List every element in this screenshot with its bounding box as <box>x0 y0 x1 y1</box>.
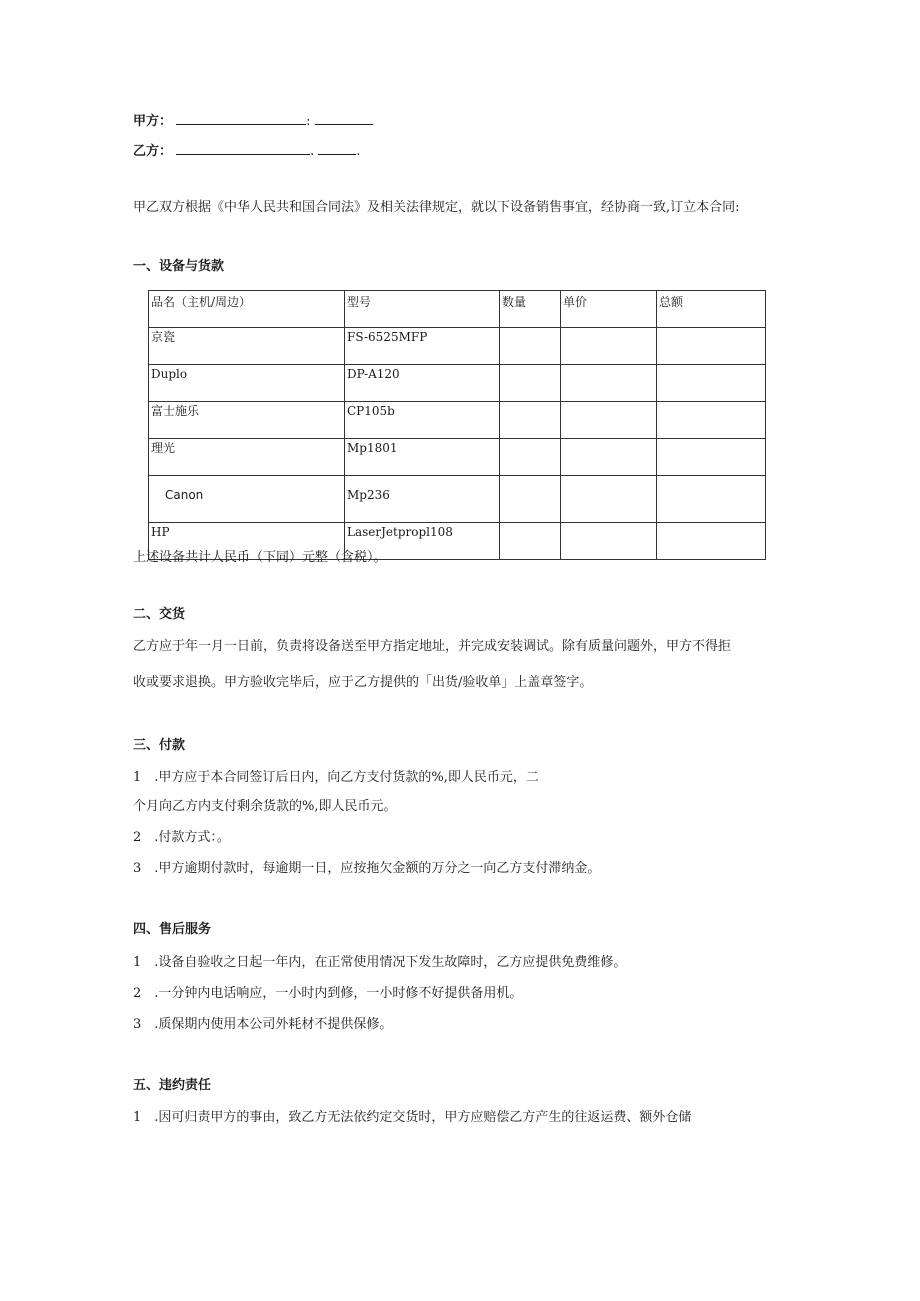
table-row <box>149 439 766 476</box>
cell-quantity[interactable] <box>500 439 561 476</box>
party-b-sep: . <box>310 144 315 159</box>
cell-model: DP-A120 <box>345 365 500 402</box>
cell-name: 理光 <box>149 439 345 476</box>
cell-unit-price[interactable] <box>561 439 657 476</box>
cell-quantity[interactable] <box>500 476 561 523</box>
cell-total[interactable] <box>657 402 766 439</box>
cell-unit-price[interactable] <box>561 328 657 365</box>
header-unit-price: 单价 <box>561 291 657 328</box>
table-row <box>149 365 766 402</box>
section5-title: 五、违约责任 <box>133 1078 212 1093</box>
header-model: 型号 <box>345 291 500 328</box>
breach-item-1: 1 .因可归责甲方的事由，致乙方无法依约定交货时，甲方应赔偿乙方产生的往返运费、额外仓储 <box>133 1110 692 1125</box>
party-b-label: 乙方： <box>133 144 173 159</box>
cell-model: Mp236 <box>345 476 500 523</box>
party-b-sep-end: . <box>356 144 361 159</box>
header-name: 品名（主机/周边） <box>149 291 345 328</box>
cell-quantity[interactable] <box>500 328 561 365</box>
cell-total[interactable] <box>657 439 766 476</box>
cell-unit-price[interactable] <box>561 476 657 523</box>
cell-model: LaserJetpropl108 <box>345 523 500 560</box>
cell-total[interactable] <box>657 365 766 402</box>
cell-model: CP105b <box>345 402 500 439</box>
service-item-1: 1 .设备自验收之日起一年内，在正常使用情况下发生故障时，乙方应提供免费维修。 <box>133 955 627 970</box>
cell-total[interactable] <box>657 523 766 560</box>
section3-title: 三、付款 <box>133 738 186 753</box>
party-b-line <box>133 141 360 161</box>
cell-unit-price[interactable] <box>561 402 657 439</box>
party-a-label: 甲方： <box>133 114 173 129</box>
service-item-2: 2 .一分钟内电话响应，一小时内到修，一小时修不好提供备用机。 <box>133 986 523 1001</box>
goods-table <box>148 290 766 560</box>
cell-unit-price[interactable] <box>561 523 657 560</box>
delivery-line-1: 乙方应于年一月一日前，负责将设备送至甲方指定地址，并完成安装调试。除有质量问题外，甲方不得拒 <box>133 639 732 654</box>
cell-name: HP <box>149 523 345 560</box>
party-a-extra-field[interactable] <box>315 111 373 125</box>
cell-total[interactable] <box>657 328 766 365</box>
cell-quantity[interactable] <box>500 523 561 560</box>
table-row <box>149 328 766 365</box>
cell-unit-price[interactable] <box>561 365 657 402</box>
intro-paragraph: 甲乙双方根据《中华人民共和国合同法》及相关法律规定，就以下设备销售事宜，经协商一致,订立本合同: <box>133 200 740 215</box>
party-a-sep: : <box>306 114 311 129</box>
party-b-extra-field[interactable] <box>318 141 356 155</box>
cell-total[interactable] <box>657 476 766 523</box>
table-row <box>149 402 766 439</box>
delivery-line-2: 收或要求退换。甲方验收完毕后，应于乙方提供的「出货/验收单」上盖章签字。 <box>133 675 593 690</box>
payment-item-1a: 1 .甲方应于本合同签订后日内，向乙方支付货款的%,即人民币元，二 <box>133 770 539 785</box>
cell-model: FS-6525MFP <box>345 328 500 365</box>
cell-quantity[interactable] <box>500 402 561 439</box>
section1-title: 一、设备与货款 <box>133 259 225 274</box>
total-note: 上述设备共计人民币（下同）元整（含税）。 <box>133 550 387 565</box>
table-row <box>149 476 766 523</box>
section2-title: 二、交货 <box>133 607 186 622</box>
header-total: 总额 <box>657 291 766 328</box>
party-b-name-field[interactable] <box>176 141 310 155</box>
cell-name: 富士施乐 <box>149 402 345 439</box>
payment-item-1b: 个月向乙方内支付剩余货款的%,即人民币元。 <box>133 799 397 814</box>
payment-item-2: 2 .付款方式：。 <box>133 830 230 845</box>
header-quantity: 数量 <box>500 291 561 328</box>
payment-item-3: 3 .甲方逾期付款时，每逾期一日，应按拖欠金额的万分之一向乙方支付滞纳金。 <box>133 861 601 876</box>
cell-quantity[interactable] <box>500 365 561 402</box>
cell-name: Canon <box>149 476 345 523</box>
cell-model: Mp1801 <box>345 439 500 476</box>
table-header-row <box>149 291 766 328</box>
section4-title: 四、售后服务 <box>133 922 212 937</box>
party-a-line <box>133 111 373 131</box>
cell-name: Duplo <box>149 365 345 402</box>
cell-name: 京瓷 <box>149 328 345 365</box>
service-item-3: 3 .质保期内使用本公司外耗材不提供保修。 <box>133 1017 393 1032</box>
party-a-name-field[interactable] <box>176 111 306 125</box>
